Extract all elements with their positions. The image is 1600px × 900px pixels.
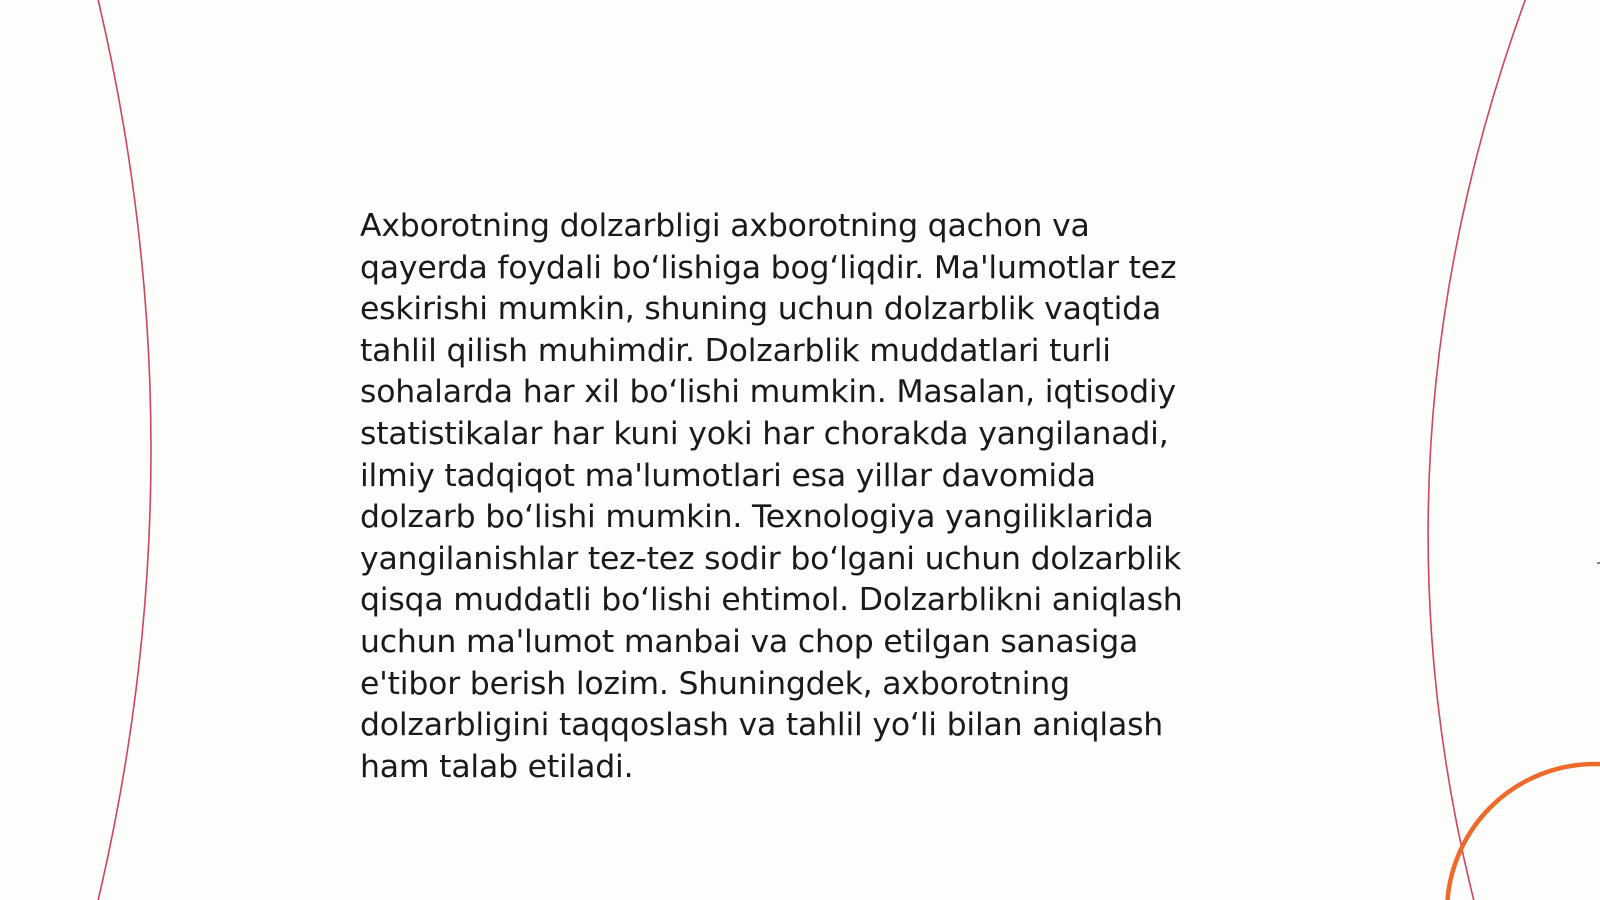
body-paragraph: Axborotning dolzarbligi axborotning qachon va qayerda foydali boʻlishiga bogʻliqdir. Ma'lumotlar tez eskirishi mumkin, shuning uchun dolzarblik vaqtida tahlil qilish muhimdir. Dolzarblik muddatlari turli sohalarda har xil boʻlishi mumkin. Masalan, iqtisodiy statistikalar har kuni yoki har chorakda yangilanadi, ilmiy tadqiqot ma'lumotlari esa yillar davomida dolzarb boʻlishi mumkin. Texnologiya yangiliklarida yangilanishlar tez-tez sodir boʻlgani uchun dolzarblik qisqa muddatli boʻlishi ehtimol. Dolzarblikni aniqlash uchun ma'lumot manbai va chop etilgan sanasiga e'tibor berish lozim. Shuningdek, axborotning dolzarbligini taqqoslash va tahlil yoʻli bilan aniqlash ham talab etiladi. xyxy=(360,208,1183,785)
accent-circle-outline xyxy=(1447,764,1600,900)
left-curve-line xyxy=(97,0,151,900)
right-curve-line xyxy=(1428,0,1527,900)
